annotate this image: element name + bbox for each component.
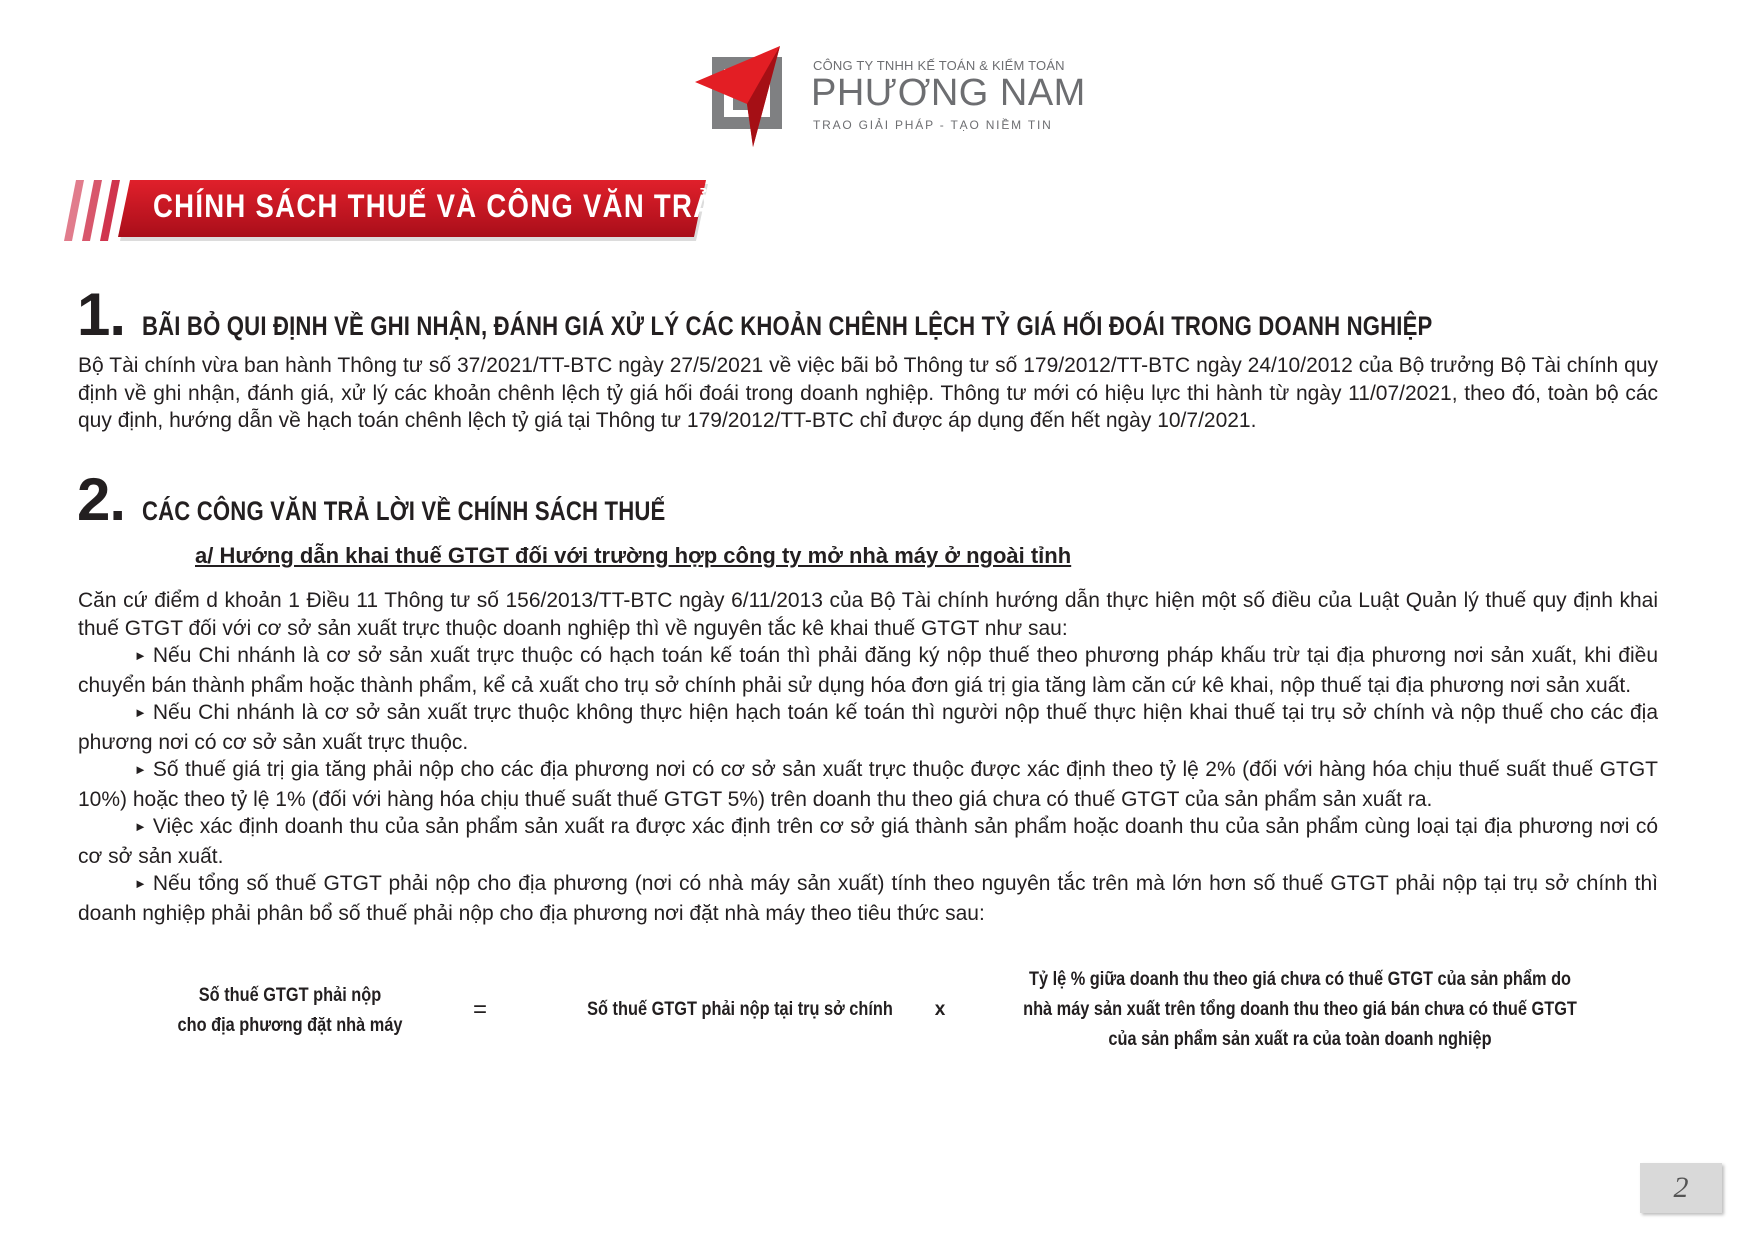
bullet-arrow-icon: ► (134, 705, 147, 720)
formula-right-line-1: Tỷ lệ % giữa doanh thu theo giá chưa có thuế GTGT của sản phẩm do (1028, 969, 1572, 990)
section-2-body (78, 587, 1658, 927)
section-1-paragraph: Bộ Tài chính vừa ban hành Thông tư số 37/2021/TT-BTC ngày 27/5/2021 về việc bãi bỏ Thông tư số 179/2012/TT-BTC ngày 24/10/2012 của Bộ trưởng Bộ Tài chính quy định về ghi nhận, đánh giá, xử lý các khoản chênh lệch tỷ giá hối đoái trong doanh nghiệp. Thông tư mới có hiệu lực thi hành từ ngày 11/07/2021, theo đó, toàn bộ các quy định, hướng dẫn về hạch toán chênh lệch tỷ giá tại Thông tư 179/2012/TT-BTC chỉ được áp dụng đến hết ngày 10/7/2021. (78, 354, 1658, 432)
page-number: 2 (1640, 1163, 1722, 1213)
section-1-heading (77, 280, 1715, 349)
bullet-arrow-icon: ► (134, 648, 147, 663)
logo-mark-icon (695, 42, 805, 152)
section-2-title: CÁC CÔNG VĂN TRẢ LỜI VỀ CHÍNH SÁCH THUẾ (141, 496, 665, 526)
section-2-number: 2. (77, 466, 126, 533)
formula-equals-sign: = (472, 996, 487, 1023)
section-2-intro: Căn cứ điểm d khoản 1 Điều 11 Thông tư số 156/2013/TT-BTC ngày 6/11/2013 của Bộ Tài chính hướng dẫn thực hiện một số điều của Luật Quản lý thuế quy định khai thuế GTGT đối với cơ sở sản xuất trực thuộc doanh nghiệp thì về nguyên tắc kê khai thuế GTGT như sau: (78, 589, 1658, 640)
section-1-body (78, 352, 1658, 435)
formula-right-line-3: của sản phẩm sản xuất ra của toàn doanh nghiệp (1108, 1029, 1492, 1050)
section-2-subheading: a/ Hướng dẫn khai thuế GTGT đối với trường hợp công ty mở nhà máy ở ngoài tỉnh (195, 543, 1072, 568)
bullet-item (78, 699, 1658, 756)
bullet-item (78, 813, 1658, 870)
allocation-formula (0, 965, 1755, 1075)
bullet-text: Nếu Chi nhánh là cơ sở sản xuất trực thuộc có hạch toán kế toán thì phải đăng ký nộp thuế theo phương pháp khấu trừ tại địa phương nơi sản xuất, khi điều chuyển bán thành phẩm hoặc thành phẩm, kể cả xuất cho trụ sở chính phải sử dụng hóa đơn giá trị gia tăng làm căn cứ kê khai, nộp thuế tại địa phương nơi sản xuất. (78, 644, 1658, 697)
bullet-arrow-icon: ► (134, 876, 147, 891)
logo-slogan: TRAO GIẢI PHÁP - TẠO NIỀM TIN (813, 118, 1053, 132)
section-banner (58, 175, 776, 243)
formula-times-sign: x (934, 999, 946, 1020)
bullet-text: Số thuế giá trị gia tăng phải nộp cho các địa phương nơi có cơ sở sản xuất trực thuộc được xác định theo tỷ lệ 2% (đối với hàng hóa chịu thuế suất thuế GTGT 10%) hoặc theo tỷ lệ 1% (đối với hàng hóa chịu thuế suất thuế GTGT 5%) trên doanh thu theo giá chưa có thuế GTGT của sản phẩm sản xuất ra. (78, 758, 1658, 811)
logo-company-line: CÔNG TY TNHH KẾ TOÁN & KIỂM TOÁN (813, 58, 1065, 73)
formula-left-term (152, 981, 427, 1041)
company-logo (695, 42, 1086, 152)
formula-right-term (1008, 965, 1593, 1055)
bullet-item (78, 642, 1658, 699)
section-1-number: 1. (77, 281, 126, 348)
banner-title: CHÍNH SÁCH THUẾ VÀ CÔNG VĂN TRẢ LỜI (153, 188, 776, 224)
bullet-arrow-icon: ► (134, 762, 147, 777)
bullet-text: Nếu tổng số thuế GTGT phải nộp cho địa phương (nơi có nhà máy sản xuất) tính theo nguyên tắc trên mà lớn hơn số thuế GTGT phải nộp tại trụ sở chính thì doanh nghiệp phải phân bổ số thuế phải nộp cho địa phương nơi đặt nhà máy theo tiêu thức sau: (78, 872, 1658, 925)
formula-middle-term: Số thuế GTGT phải nộp tại trụ sở chính (587, 999, 893, 1020)
formula-left-line-2: cho địa phương đặt nhà máy (177, 1015, 403, 1036)
bullet-item (78, 870, 1658, 927)
section-2-heading (77, 465, 780, 534)
logo-brand-name: PHƯƠNG NAM (811, 72, 1086, 114)
bullet-item (78, 756, 1658, 813)
bullet-text: Việc xác định doanh thu của sản phẩm sản xuất ra được xác định trên cơ sở giá thành sản phẩm hoặc doanh thu của sản phẩm cùng loại tại địa phương nơi có cơ sở sản xuất. (78, 815, 1658, 868)
bullet-text: Nếu Chi nhánh là cơ sở sản xuất trực thuộc không thực hiện hạch toán kế toán thì người nộp thuế thực hiện khai thuế tại trụ sở chính và nộp thuế cho các địa phương nơi có cơ sở sản xuất trực thuộc. (78, 701, 1658, 754)
section-1-title: BÃI BỎ QUI ĐỊNH VỀ GHI NHẬN, ĐÁNH GIÁ XỬ LÝ CÁC KHOẢN CHÊNH LỆCH TỶ GIÁ HỐI ĐOÁI TRONG DOANH NGHIỆP (141, 311, 1432, 341)
formula-right-line-2: nhà máy sản xuất trên tổng doanh thu theo giá bán chưa có thuế GTGT (1023, 999, 1577, 1020)
formula-left-line-1: Số thuế GTGT phải nộp (198, 985, 382, 1006)
bullet-arrow-icon: ► (134, 819, 147, 834)
